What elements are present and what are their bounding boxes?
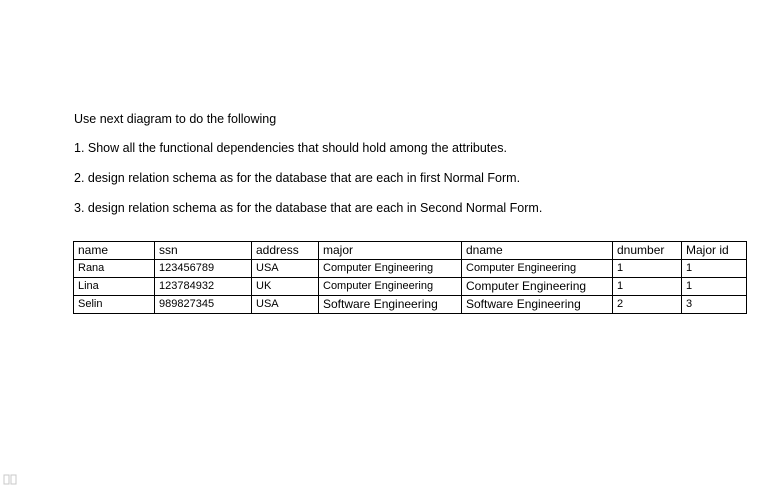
- cell-dnumber: 1: [613, 260, 682, 278]
- resize-grip-icon: [3, 473, 17, 485]
- cell-major-id: 1: [682, 278, 747, 296]
- cell-major: Computer Engineering: [319, 260, 462, 278]
- relation-table: [73, 241, 747, 314]
- cell-dnumber: 2: [613, 296, 682, 314]
- cell-name: Rana: [74, 260, 155, 278]
- cell-ssn: 123784932: [155, 278, 252, 296]
- table-row: [74, 296, 747, 314]
- cell-dname: Computer Engineering: [462, 260, 613, 278]
- cell-major-id: 1: [682, 260, 747, 278]
- header-name: name: [74, 242, 155, 260]
- task-3-text: 3. design relation schema as for the database that are each in Second Normal Form.: [74, 201, 543, 215]
- cell-major: Software Engineering: [319, 296, 462, 314]
- table-header-row: [74, 242, 747, 260]
- cell-address: UK: [252, 278, 319, 296]
- cell-dname: Computer Engineering: [462, 278, 613, 296]
- header-dnumber: dnumber: [613, 242, 682, 260]
- task-1-text: 1. Show all the functional dependencies that should hold among the attributes.: [74, 141, 507, 155]
- header-address: address: [252, 242, 319, 260]
- cell-name: Lina: [74, 278, 155, 296]
- cell-ssn: 989827345: [155, 296, 252, 314]
- cell-address: USA: [252, 296, 319, 314]
- cell-address: USA: [252, 260, 319, 278]
- cell-major-id: 3: [682, 296, 747, 314]
- intro-text: Use next diagram to do the following: [74, 112, 277, 126]
- cell-ssn: 123456789: [155, 260, 252, 278]
- header-major: major: [319, 242, 462, 260]
- header-dname: dname: [462, 242, 613, 260]
- cell-major: Computer Engineering: [319, 278, 462, 296]
- cell-dname: Software Engineering: [462, 296, 613, 314]
- table-row: [74, 278, 747, 296]
- cell-dnumber: 1: [613, 278, 682, 296]
- table-row: [74, 260, 747, 278]
- header-ssn: ssn: [155, 242, 252, 260]
- task-2-text: 2. design relation schema as for the database that are each in first Normal Form.: [74, 171, 521, 185]
- header-major-id: Major id: [682, 242, 747, 260]
- cell-name: Selin: [74, 296, 155, 314]
